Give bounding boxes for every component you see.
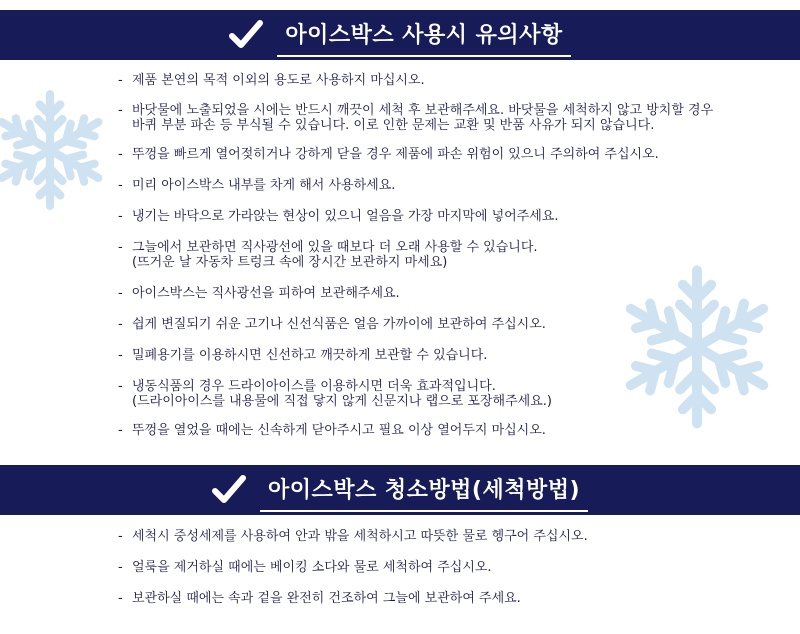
section-header-precautions (0, 10, 800, 60)
list-item: - 냉기는 바닥으로 가라앉는 현상이 있으니 얼음을 가장 마지막에 넣어주세요. (118, 209, 559, 224)
list-item: - 제품 본연의 목적 이외의 용도로 사용하지 마십시오. (118, 73, 425, 88)
cleaning-list (118, 529, 588, 606)
list-item: - 뚜껑을 열었을 때에는 신속하게 닫아주시고 필요 이상 열어두지 마십시오. (118, 423, 546, 438)
list-item: - 그늘에서 보관하면 직사광선에 있을 때보다 더 오래 사용할 수 있습니다. (뜨거운 날 자동차 트렁크 속에 장시간 보관하지 마세요) (118, 240, 538, 270)
list-item: - 보관하실 때에는 속과 겉을 완전히 건조하여 그늘에 보관하여 주세요. (118, 591, 521, 606)
list-item: - 바닷물에 노출되었을 시에는 반드시 깨끗이 세척 후 보관해주세요. 바닷물을 세척하지 않고 방치할 경우 바퀴 부분 파손 등 부식될 수 있습니다. 이로 인한 문제는 교환 및 반품 사유가 되지 않습니다. (118, 103, 714, 133)
section-title: 아이스박스 청소방법(세척방법) (260, 473, 588, 508)
list-item: - 뚜껑을 빠르게 열어젖히거나 강하게 닫을 경우 제품에 파손 위험이 있으니 주의하여 주십시오. (118, 147, 659, 162)
section-title: 아이스박스 사용시 유의사항 (277, 18, 570, 53)
list-item: - 밀폐용기를 이용하시면 신선하고 깨끗하게 보관할 수 있습니다. (118, 348, 488, 363)
precautions-list (118, 73, 713, 438)
section-header-cleaning (0, 465, 800, 515)
list-item: - 얼룩을 제거하실 때에는 베이킹 소다와 물로 세척하여 주십시오. (118, 560, 492, 575)
check-icon (229, 20, 263, 50)
list-item: - 냉동식품의 경우 드라이아이스를 이용하시면 더욱 효과적입니다. (드라이아이스를 내용물에 직접 닿지 않게 신문지나 랩으로 포장해주세요.) (118, 379, 552, 409)
list-item: - 미리 아이스박스 내부를 차게 해서 사용하세요. (118, 178, 396, 193)
check-icon (212, 475, 246, 505)
list-item: - 아이스박스는 직사광선을 피하여 보관해주세요. (118, 286, 400, 301)
list-item: - 세척시 중성세제를 사용하여 안과 밖을 세척하시고 따뜻한 물로 헹구어 주십시오. (118, 529, 588, 544)
snowflake-icon (0, 88, 112, 212)
list-item: - 쉽게 변질되기 쉬운 고기나 신선식품은 얼음 가까이에 보관하여 주십시오. (118, 317, 546, 332)
